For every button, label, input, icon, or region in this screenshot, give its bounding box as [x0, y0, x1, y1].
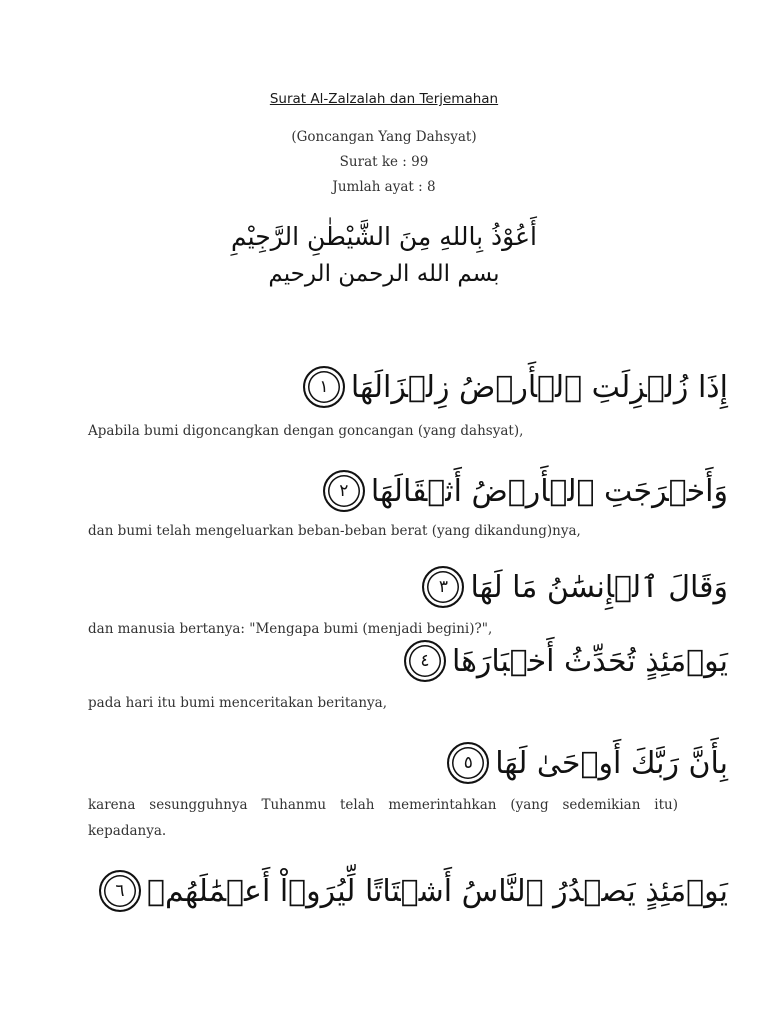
ayah-marker-icon: ٣ — [422, 566, 464, 608]
ayah-marker-icon: ٤ — [404, 640, 446, 682]
verse-2-arabic: وَأَخۡرَجَتِ ٱلۡأَرۡضُ أَثۡقَالَهَا — [370, 473, 728, 509]
verse-5-arabic: بِأَنَّ رَبَّكَ أَوۡحَىٰ لَهَا — [495, 745, 728, 781]
verse-5-translation: karena sesungguhnya Tuhanmu telah memerintahkan (yang sedemikian itu) kepadanya. — [88, 797, 678, 839]
surah-subtitle: (Goncangan Yang Dahsyat) — [291, 129, 477, 145]
verse-3-translation: dan manusia bertanya: "Mengapa bumi (menjadi begini)?", — [88, 621, 493, 637]
verse-1-arabic: إِذَا زُلۡزِلَتِ ٱلۡأَرۡضُ زِلۡزَالَهَا — [350, 369, 728, 405]
verse-1 — [303, 366, 728, 408]
verse-2 — [323, 470, 728, 512]
verse-3-arabic: وَقَالَ ٱلۡإِنسَٰنُ مَا لَهَا — [470, 569, 728, 605]
surah-number: Surat ke : 99 — [339, 154, 429, 170]
verse-4-translation: pada hari itu bumi menceritakan beritanya, — [88, 695, 387, 711]
verse-2-translation: dan bumi telah mengeluarkan beban-beban berat (yang dikandung)nya, — [88, 523, 581, 539]
ayah-marker-icon: ١ — [303, 366, 345, 408]
ayah-marker-icon: ٦ — [99, 870, 141, 912]
verse-5 — [447, 742, 728, 784]
verse-1-translation: Apabila bumi digoncangkan dengan goncangan (yang dahsyat), — [88, 423, 524, 439]
verse-4-arabic: يَوۡمَئِذٍ تُحَدِّثُ أَخۡبَارَهَا — [451, 643, 728, 679]
ayah-marker-icon: ٢ — [323, 470, 365, 512]
verse-count: Jumlah ayat : 8 — [332, 179, 436, 195]
basmalah: بسم الله الرحمن الرحيم — [268, 261, 500, 287]
verse-3 — [422, 566, 728, 608]
document-title: Surat Al-Zalzalah dan Terjemahan — [269, 91, 499, 107]
ayah-marker-icon: ٥ — [447, 742, 489, 784]
verse-6-arabic: يَوۡمَئِذٍ يَصۡدُرُ ٱلنَّاسُ أَشۡتَاتًا لِّيُرَوۡاْ أَعۡمَٰلَهُمۡ — [146, 873, 728, 909]
verse-6 — [99, 870, 728, 912]
taawudz: أَعُوْذُ بِاللهِ مِنَ الشَّيْطٰنِ الرَّجِيْمِ — [231, 222, 537, 251]
verse-4 — [404, 640, 728, 682]
